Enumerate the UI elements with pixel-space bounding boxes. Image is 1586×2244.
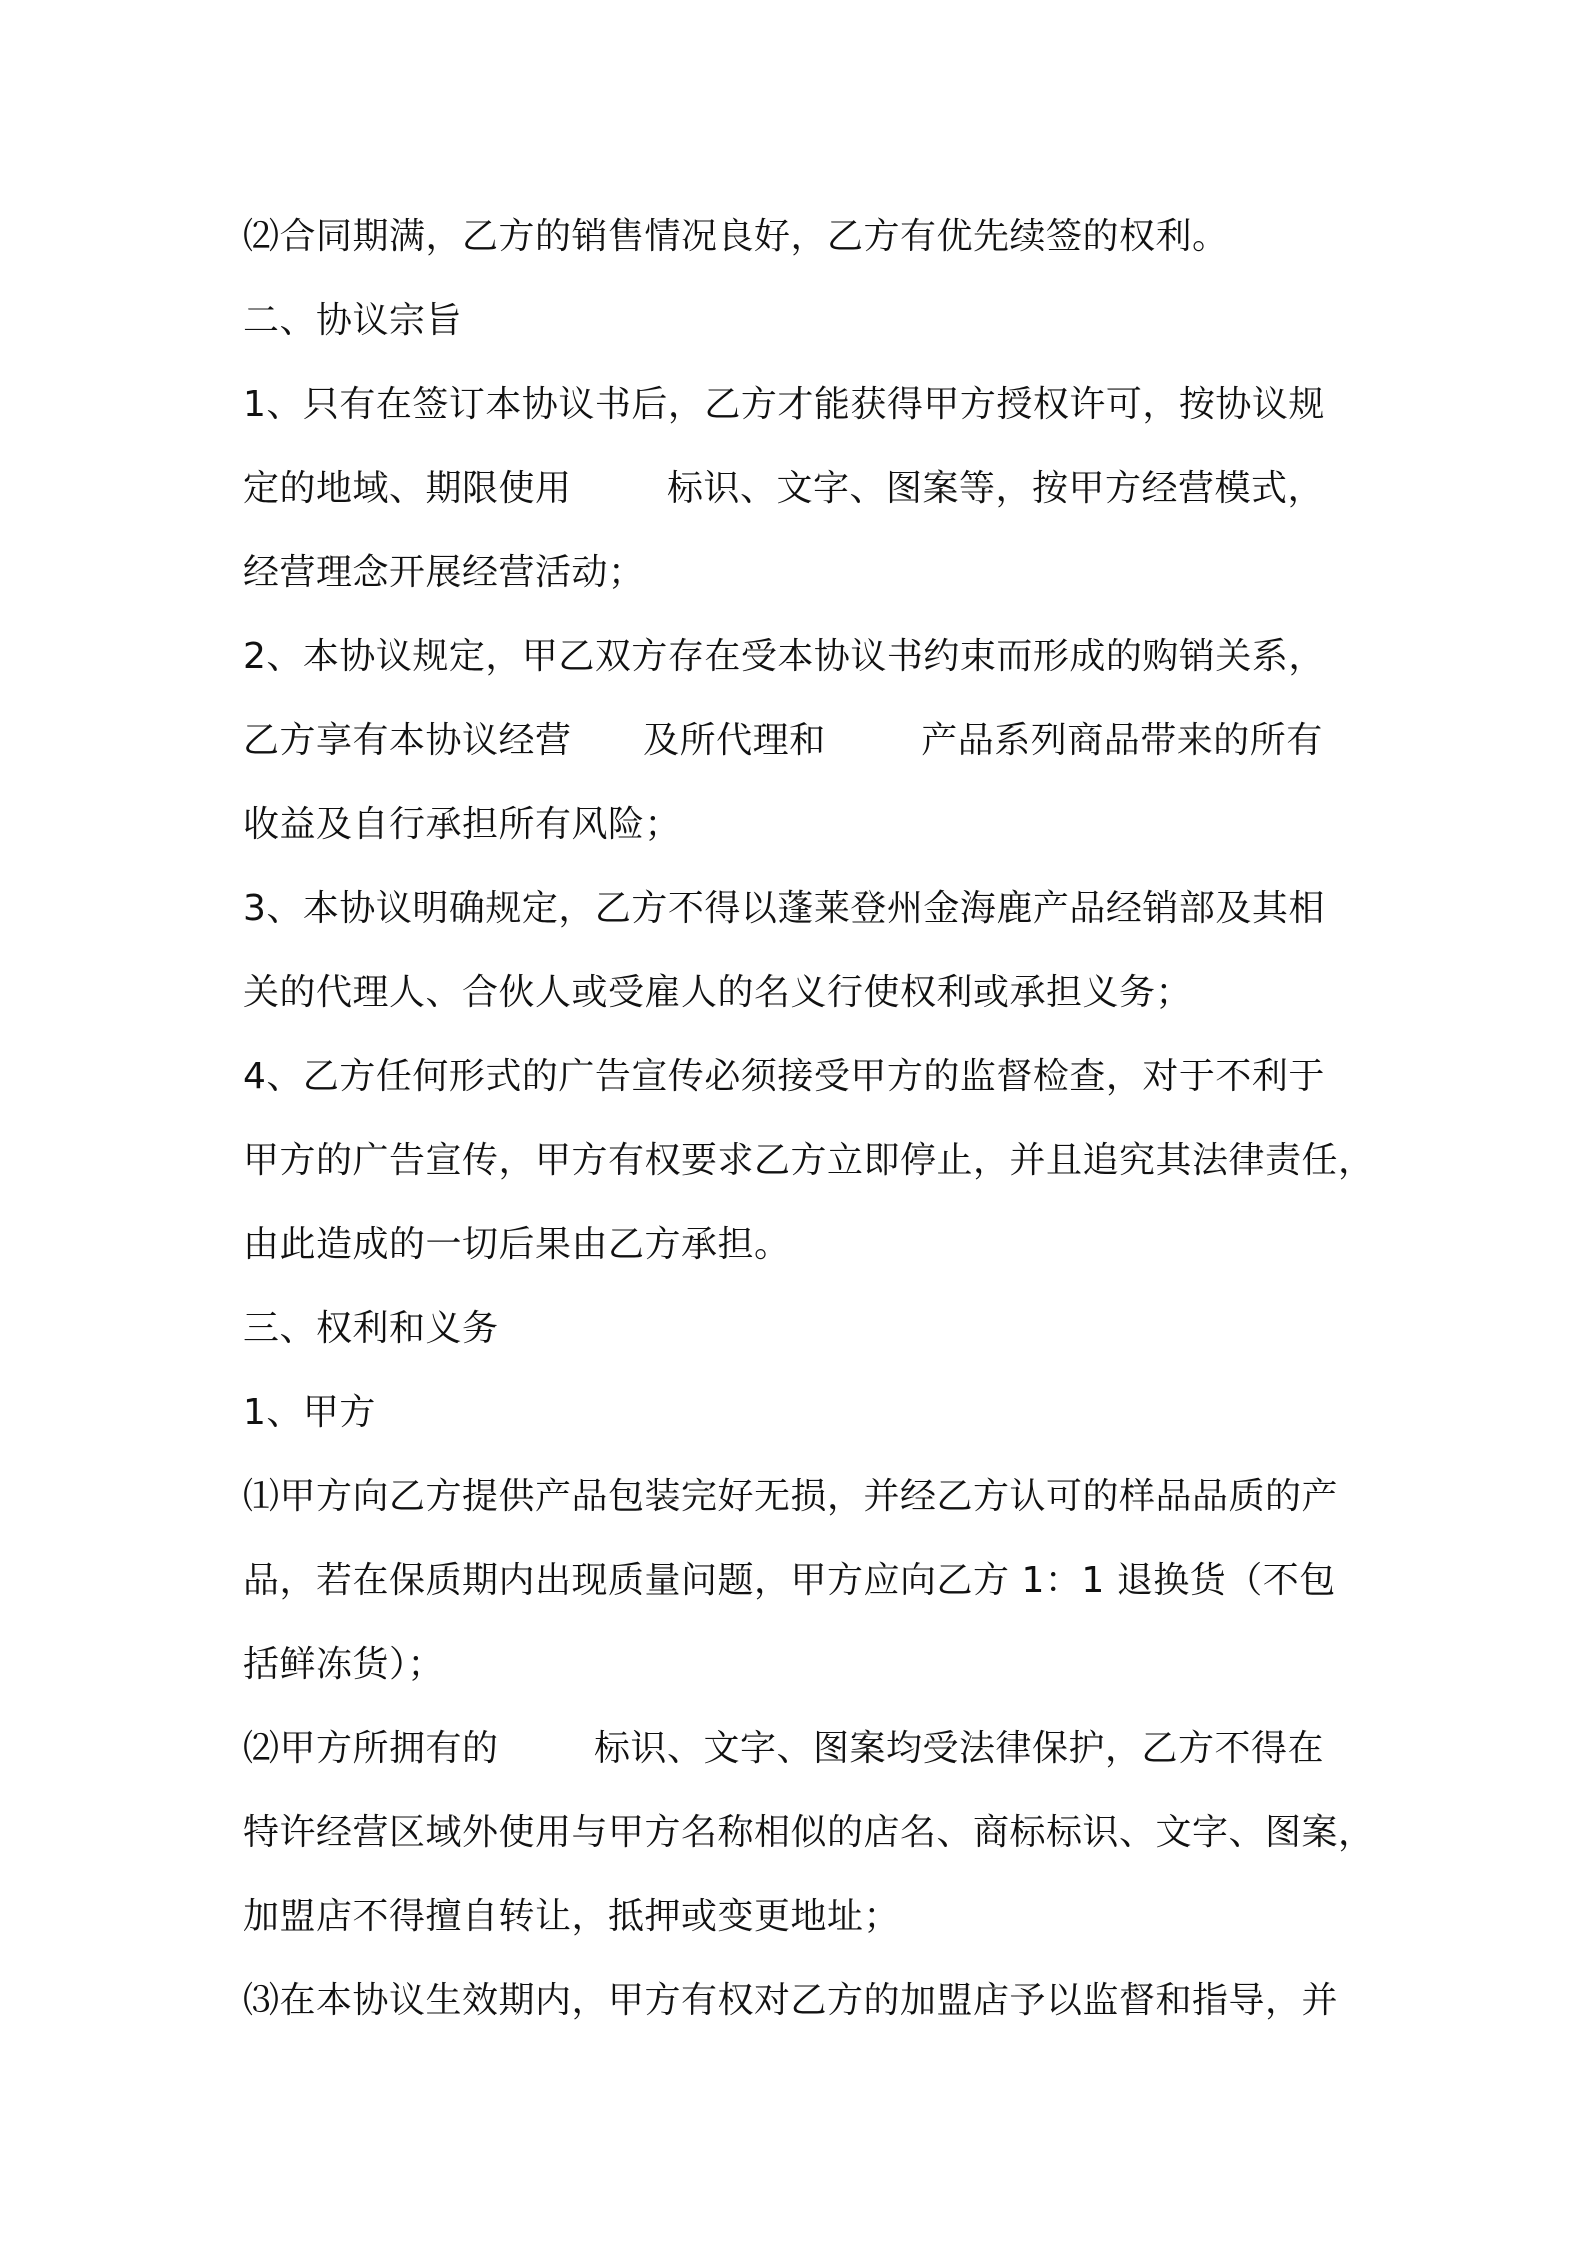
text-line: 乙方享有本协议经营 及所代理和 产品系列商品带来的所有 — [243, 720, 1323, 761]
text-line: ⑵甲方所拥有的 标识、文字、图案均受法律保护，乙方不得在 — [243, 1728, 1325, 1769]
text-line: 4、乙方任何形式的广告宣传必须接受甲方的监督检查，对于不利于 — [243, 1056, 1325, 1097]
subsection-heading: 1、甲方 — [243, 1392, 376, 1433]
section-heading: 三、权利和义务 — [243, 1308, 499, 1349]
text-line: 2、本协议规定，甲乙双方存在受本协议书约束而形成的购销关系， — [243, 636, 1325, 677]
text-line: 3、本协议明确规定，乙方不得以蓬莱登州金海鹿产品经销部及其相 — [243, 888, 1325, 929]
text-line: 收益及自行承担所有风险； — [243, 804, 682, 845]
text-line: 由此造成的一切后果由乙方承担。 — [243, 1224, 791, 1265]
text-line: 定的地域、期限使用 标识、文字、图案等，按甲方经营模式， — [243, 468, 1325, 509]
text-line: ⑵合同期满，乙方的销售情况良好，乙方有优先续签的权利。 — [243, 216, 1229, 257]
text-line: 甲方的广告宣传，甲方有权要求乙方立即停止，并且追究其法律责任， — [243, 1140, 1375, 1181]
text-line: 特许经营区域外使用与甲方名称相似的店名、商标标识、文字、图案， — [243, 1812, 1375, 1853]
text-line: 品，若在保质期内出现质量问题，甲方应向乙方 1：1 退换货（不包 — [243, 1560, 1336, 1601]
text-line: 关的代理人、合伙人或受雇人的名义行使权利或承担义务； — [243, 972, 1193, 1013]
text-line: 1、只有在签订本协议书后，乙方才能获得甲方授权许可，按协议规 — [243, 384, 1325, 425]
text-line: 加盟店不得擅自转让，抵押或变更地址； — [243, 1896, 901, 1937]
text-line: ⑶在本协议生效期内，甲方有权对乙方的加盟店予以监督和指导，并 — [243, 1980, 1339, 2021]
section-heading: 二、协议宗旨 — [243, 300, 463, 341]
document-body — [243, 195, 1375, 2043]
text-line: ⑴甲方向乙方提供产品包装完好无损，并经乙方认可的样品品质的产 — [243, 1476, 1339, 1517]
text-line: 括鲜冻货）； — [243, 1644, 445, 1685]
text-line: 经营理念开展经营活动； — [243, 552, 645, 593]
